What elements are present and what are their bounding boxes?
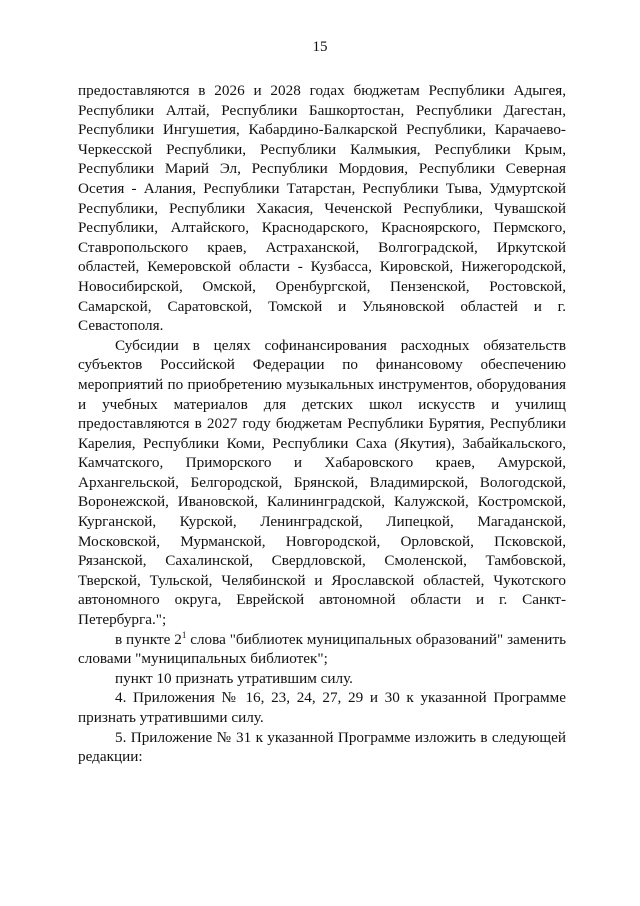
amendment-text-before: в пункте 2 (115, 630, 182, 648)
superscript-index: 1 (181, 629, 187, 640)
paragraph-point-10-repealed: пункт 10 признать утратившим силу. (115, 669, 353, 687)
document-body (78, 81, 566, 767)
amendment-text-after: слова "библиотек муниципальных образований" заменить словами "муниципальных библиотек"; (78, 630, 567, 668)
paragraph-recipients-2026-2028: предоставляются в 2026 и 2028 годах бюджетам Республики Адыгея, Республики Алтай, Республики Башкортостан, Республики Дагестан, Республики Ингушетия, Кабардино-Балкарской Республики, Карачаево-Черкесской Республики, Республики Калмыкия, Республики Крым, Республики Марий Эл, Республики Мордовия, Республики Северная Осетия - Алания, Республики Татарстан, Республики Тыва, Удмуртской Республики, Республики Хакасия, Чеченской Республики, Чувашской Республики, Алтайского, Краснодарского, Красноярского, Пермского, Ставропольского краев, Астраханской, Волгоградской, Иркутской областей, Кемеровской области - Кузбасса, Кировской, Нижегородской, Новосибирской, Омской, Оренбургской, Пензенской, Ростовской, Самарской, Саратовской, Томской и Ульяновской областей и г. Севастополя. (78, 82, 566, 335)
paragraph-point-2-1-amendment (78, 630, 566, 669)
paragraph-item-5-appendix-31: 5. Приложение № 31 к указанной Программе изложить в следующей редакции: (78, 728, 566, 766)
page-number: 15 (312, 39, 328, 55)
paragraph-subsidies-2027: Субсидии в целях софинансирования расходных обязательств субъектов Российской Федерации по финансовому обеспечению мероприятий по приобретению музыкальных инструментов, оборудования и учебных материалов для детских школ искусств и училищ предоставляются в 2027 году бюджетам Республики Бурятия, Республики Карелия, Республики Коми, Республики Саха (Якутия), Забайкальского, Камчатского, Приморского и Хабаровского краев, Амурской, Архангельской, Белгородской, Брянской, Владимирской, Вологодской, Воронежской, Ивановской, Калининградской, Калужской, Костромской, Курганской, Курской, Ленинградской, Липецкой, Магаданской, Московской, Мурманской, Новгородской, Орловской, Псковской, Рязанской, Сахалинской, Свердловской, Смоленской, Тамбовской, Тверской, Тульской, Челябинской и Ярославской областей, Чукотского автономного округа, Еврейской автономной области и г. Санкт-Петербурга."; (78, 336, 566, 629)
paragraph-item-4-appendices-repealed: 4. Приложения № 16, 23, 24, 27, 29 и 30 к указанной Программе признать утратившими силу. (78, 689, 566, 726)
